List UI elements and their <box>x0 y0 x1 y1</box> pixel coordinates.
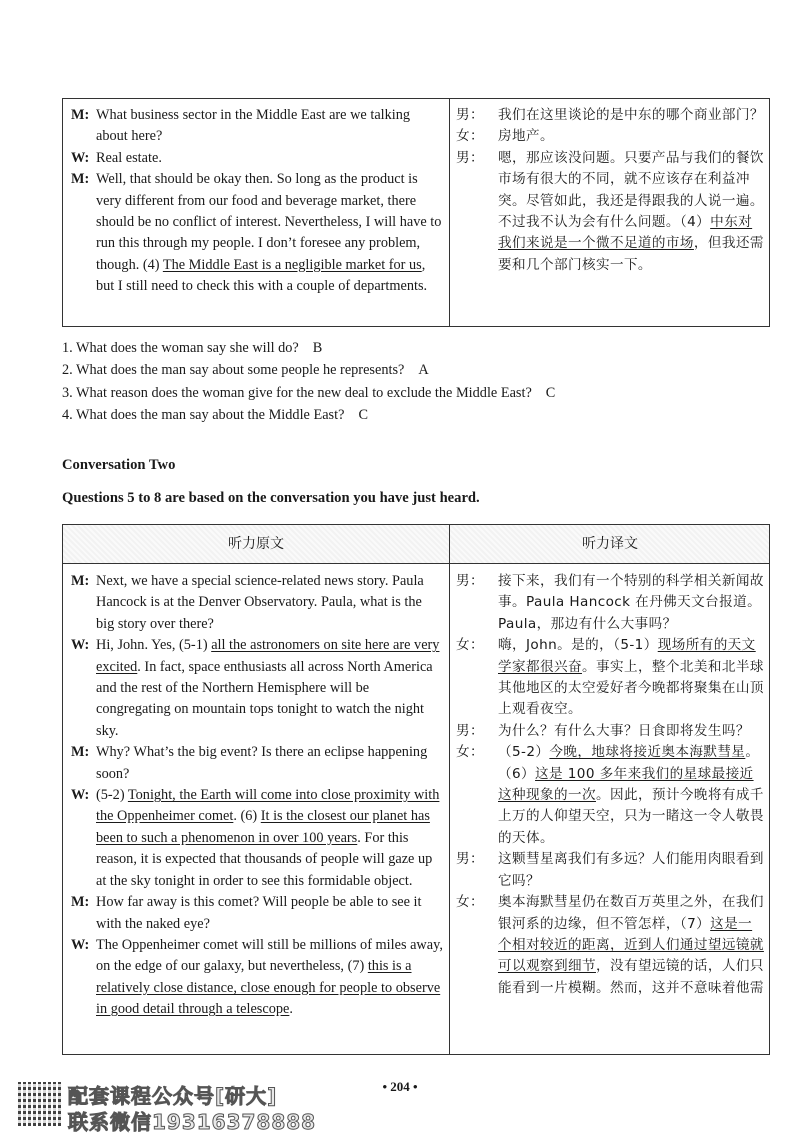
dialogue-text: What business sector in the Middle East are we talking about here? <box>96 107 411 145</box>
dialogue-text: Why? What’s the big event? Is there an eclipse happening soon? <box>96 744 428 782</box>
dialogue-text: 。事实上，整个北美和北半球其他地区的太空爱好者今晚都将聚集在山顶上观看夜空。 <box>498 658 764 718</box>
dialogue-text: . For this reason, it is expected that thousands of people will gaze up at the sky tonight in order to see this formidable object. <box>96 829 433 889</box>
dialogue-text: (5-2) <box>96 787 128 804</box>
dialogue-text: The Oppenheimer comet will still be millions of miles away, on the edge of our galaxy, but nevertheless, (7) <box>96 936 443 975</box>
dialogue-turn <box>456 742 764 849</box>
speaker-label: W: <box>71 149 90 166</box>
answer-underline: 中东对我们来说是一个微不足道的市场 <box>498 214 753 252</box>
question-item <box>62 337 555 359</box>
dialogue-text: , but I still need to check this with a couple of departments. <box>96 256 428 295</box>
dialogue-turn <box>456 126 764 147</box>
section-title: Conversation Two <box>62 457 176 473</box>
question-item <box>62 404 555 426</box>
question-item <box>62 359 555 381</box>
dialogue-text: 嗯，那应该没问题。只要产品与我们的餐饮市场有很大的不同，就不应该存在利益冲突。尽管如此，我还是得跟我的人说一遍。不过我不认为会有什么问题。（4） <box>498 149 764 231</box>
english-column <box>71 571 443 1021</box>
question-item <box>62 382 555 404</box>
dialogue-text: . (6) <box>233 808 261 825</box>
watermark-line-2: 联系微信19316378888 <box>68 1110 317 1134</box>
dialogue-text: 。（6） <box>498 744 760 782</box>
dialogue-text: How far away is this comet? Will people be able to see it with the naked eye? <box>96 894 422 932</box>
answer-letter: B <box>312 340 323 356</box>
question-text: 1. What does the woman say she will do? <box>62 340 299 356</box>
speaker-label: 女： <box>456 128 484 145</box>
question-text: 3. What reason does the woman give for the new deal to exclude the Middle East? <box>62 384 532 401</box>
dialogue-text: . <box>289 1001 293 1018</box>
answer-letter: C <box>545 384 556 401</box>
dialogue-text: 我们在这里谈论的是中东的哪个商业部门？ <box>498 107 764 123</box>
section-instruction: Questions 5 to 8 are based on the conversation you have just heard. <box>62 490 480 506</box>
speaker-label: M: <box>71 107 90 123</box>
question-text: 4. What does the man say about the Middle East? <box>62 407 345 424</box>
english-column <box>71 105 443 298</box>
dialogue-turn <box>456 148 764 276</box>
header-translation: 听力译文 <box>582 536 638 552</box>
dialogue-turn <box>456 849 764 892</box>
dialogue-turn <box>456 892 764 999</box>
speaker-label: M: <box>71 573 90 589</box>
dialogue-text: 房地产。 <box>498 128 554 145</box>
dialogue-text: （5-2） <box>498 744 550 761</box>
dialogue-text: 。因此，预计今晚将有成千上万的人仰望天空，只为一睹这一令人敬畏的天体。 <box>498 787 764 846</box>
speaker-label: M: <box>71 171 90 188</box>
dialogue-turn <box>71 892 443 935</box>
dialogue-text: ，没有望远镜的话，人们只能看到一片模糊。然而，这并不意味着他需 <box>498 958 764 996</box>
transcript-table-2 <box>62 524 770 1055</box>
speaker-label: 男： <box>456 149 484 166</box>
dialogue-text: Hi, John. Yes, (5-1) <box>96 637 212 654</box>
answer-underline: 这是一个相对较近的距离，近到人们通过望远镜就可以观察到细节 <box>498 915 764 975</box>
dialogue-turn <box>456 105 764 126</box>
answer-letter: A <box>418 362 429 379</box>
watermark-line-1: 配套课程公众号[研大] <box>68 1084 278 1108</box>
speaker-label: W: <box>71 787 90 804</box>
column-divider <box>449 99 450 326</box>
page-number: • 204 • <box>382 1079 418 1094</box>
dialogue-text: Real estate. <box>96 149 162 166</box>
speaker-label: 女： <box>456 894 484 911</box>
dialogue-text: ，但我还需要和几个部门核实一下。 <box>498 235 764 273</box>
speaker-label: M: <box>71 894 90 911</box>
qr-code-icon <box>18 1082 62 1126</box>
speaker-label: 男： <box>456 851 484 868</box>
answer-underline: 这是 100 多年来我们的星球最接近这种现象的一次 <box>498 765 754 804</box>
chinese-column <box>456 571 764 999</box>
speaker-label: 女： <box>456 637 484 654</box>
dialogue-turn <box>456 635 764 721</box>
dialogue-turn <box>456 571 764 635</box>
dialogue-turn <box>71 635 443 742</box>
dialogue-text: 接下来，我们有一个特别的科学相关新闻故事。Paula Hancock 在丹佛天文台报道。Paula，那边有什么大事吗？ <box>498 573 764 632</box>
dialogue-text: Next, we have a special science-related news story. Paula Hancock is at the Denver Observatory. Paula, what is the big story over there? <box>96 573 424 632</box>
dialogue-text: 奥本海默彗星仍在数百万英里之外，在我们银河系的边缘，但不管怎样，（7） <box>498 894 764 932</box>
question-text: 2. What does the man say about some people he represents? <box>62 362 405 379</box>
answer-underline: all the astronomers on site here are very excited <box>96 637 440 675</box>
dialogue-turn <box>71 148 443 169</box>
speaker-label: 女： <box>456 744 484 761</box>
answer-underline: Tonight, the Earth will come into close proximity with the Oppenheimer comet <box>96 787 440 825</box>
dialogue-turn <box>71 785 443 892</box>
dialogue-text: . In fact, space enthusiasts all across North America and the rest of the Northern Hemisphere will be congregating on mountain tops tonight to watch the night sky. <box>96 658 433 739</box>
speaker-label: 男： <box>456 107 484 123</box>
answer-underline: 今晚，地球将接近奥本海默彗星 <box>549 744 746 761</box>
dialogue-turn <box>71 169 443 297</box>
answer-underline: 现场所有的天文学家都很兴奋 <box>498 637 756 675</box>
speaker-label: W: <box>71 936 90 953</box>
dialogue-turn <box>71 571 443 635</box>
speaker-label: M: <box>71 744 90 761</box>
speaker-label: 男： <box>456 573 484 589</box>
speaker-label: W: <box>71 637 90 654</box>
dialogue-turn <box>71 105 443 148</box>
dialogue-text: Well, that should be okay then. So long as the product is very different from our food and beverage market, there should be no conflict of interest. Nevertheless, I will have to run this through my people. I don’t foresee any problem, though. (4) <box>96 171 442 273</box>
answer-letter: C <box>358 407 368 424</box>
table-header <box>63 525 769 564</box>
dialogue-turn <box>456 721 764 742</box>
column-divider <box>449 525 450 1054</box>
dialogue-turn <box>71 935 443 1021</box>
speaker-label: 男： <box>456 722 484 739</box>
transcript-table-1 <box>62 98 770 327</box>
dialogue-text: 为什么？有什么大事？日食即将发生吗？ <box>498 722 750 739</box>
chinese-column <box>456 105 764 276</box>
dialogue-turn <box>71 742 443 785</box>
dialogue-text: 嗨，John。是的，（5-1） <box>498 637 658 654</box>
header-original: 听力原文 <box>228 536 284 552</box>
question-list <box>62 337 555 427</box>
answer-underline: The Middle East is a negligible market for us <box>162 256 422 273</box>
answer-underline: this is a relatively close distance, close enough for people to observe in good detail through a telescope <box>96 958 441 1018</box>
dialogue-text: 这颗彗星离我们有多远？人们能用肉眼看到它吗？ <box>498 851 764 889</box>
watermark <box>18 1080 318 1132</box>
answer-underline: It is the closest our planet has been to such a phenomenon in over 100 years <box>96 808 430 846</box>
